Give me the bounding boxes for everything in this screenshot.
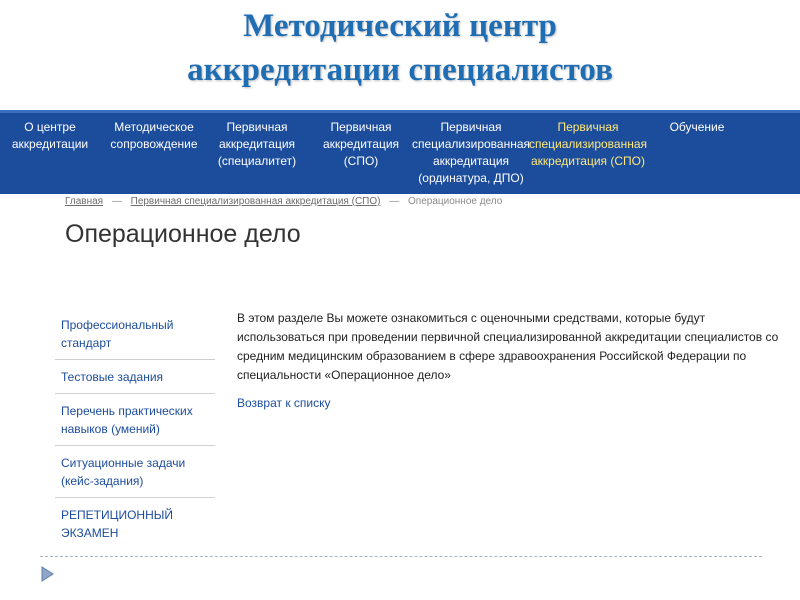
slide-title-line-2: аккредитации специалистов bbox=[187, 52, 613, 88]
breadcrumb-current: Операционное дело bbox=[408, 196, 503, 207]
sidebar-item-practical-skills[interactable]: Перечень практических навыков (умений) bbox=[55, 394, 215, 446]
slide-divider bbox=[40, 556, 762, 557]
nav-item-about[interactable]: О центре аккредитации bbox=[11, 120, 89, 151]
triangle-right-icon[interactable] bbox=[40, 566, 54, 582]
breadcrumb-separator: — bbox=[111, 196, 122, 207]
sidebar-item-professional-standard[interactable]: Профессиональный стандарт bbox=[55, 308, 215, 360]
nav-item-methodical-support[interactable]: Методическое сопровождение bbox=[110, 120, 198, 151]
slide-title bbox=[0, 4, 800, 92]
sidebar-item-case-tasks[interactable]: Ситуационные задачи (кейс-задания) bbox=[55, 446, 215, 498]
breadcrumb-separator: — bbox=[389, 196, 400, 207]
sidebar-item-test-tasks[interactable]: Тестовые задания bbox=[55, 360, 215, 394]
nav-item-primary-spo[interactable]: Первичная аккредитация (СПО) bbox=[322, 120, 400, 168]
main-navigation bbox=[0, 110, 800, 194]
sidebar-menu bbox=[55, 308, 215, 549]
section-description: В этом разделе Вы можете ознакомиться с оценочными средствами, которые будут использоваться при проведении первичной специализированной аккредитации специалистов со средним медицинским образованием в сфере здравоохранения Российской Федерации по специальности «Операционное дело» bbox=[237, 311, 779, 382]
breadcrumb-section-link[interactable]: Первичная специализированная аккредитация (СПО) bbox=[130, 196, 381, 207]
breadcrumb-home-link[interactable]: Главная bbox=[65, 196, 104, 207]
breadcrumb bbox=[65, 196, 502, 207]
nav-item-primary-specialty[interactable]: Первичная аккредитация (специалитет) bbox=[217, 120, 297, 168]
nav-item-specialized-residency[interactable]: Первичная специализированная аккредитация (ординатура, ДПО) bbox=[411, 120, 531, 185]
page-title: Операционное дело bbox=[65, 220, 301, 248]
nav-item-specialized-spo[interactable]: Первичная специализированная аккредитация (СПО) bbox=[528, 120, 648, 168]
nav-item-training[interactable]: Обучение bbox=[669, 120, 725, 134]
sidebar-item-rehearsal-exam[interactable]: РЕПЕТИЦИОННЫЙ ЭКЗАМЕН bbox=[61, 508, 174, 540]
slide-title-line-1: Методический центр bbox=[243, 8, 557, 44]
back-to-list-link[interactable]: Возврат к списку bbox=[237, 396, 331, 410]
